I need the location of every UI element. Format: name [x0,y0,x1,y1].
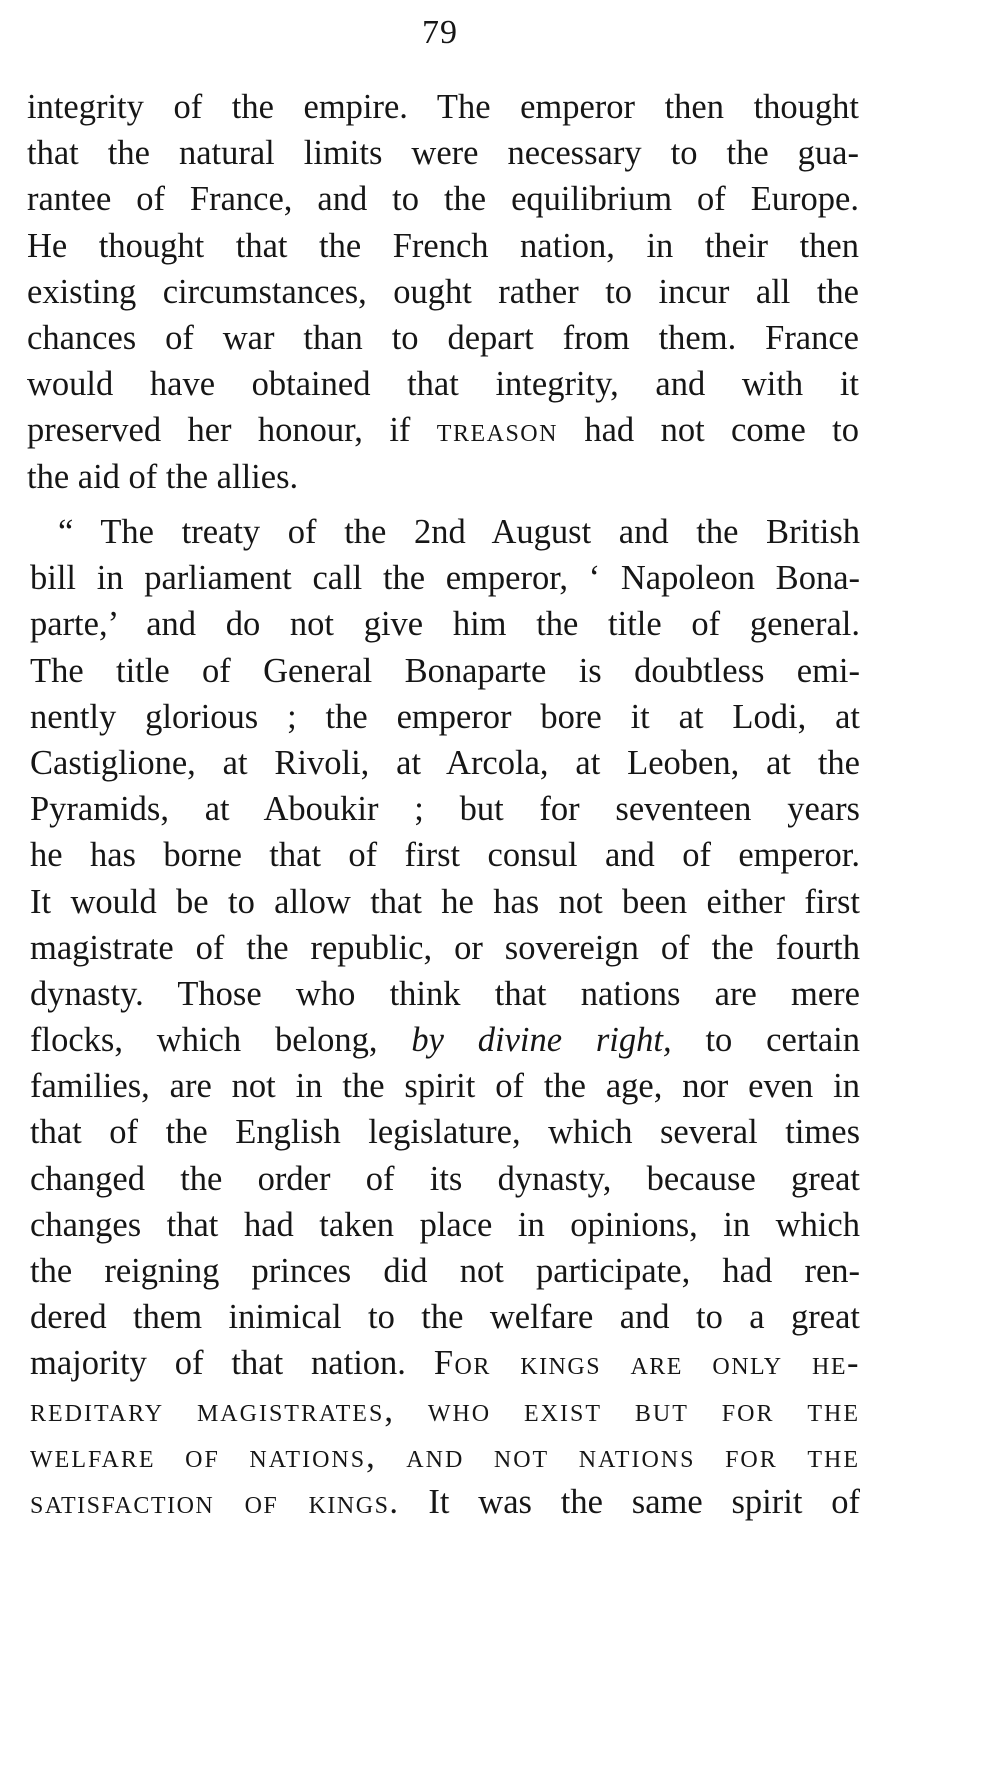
text-line: the reigning princes did not participate, had ren- [30,1252,860,1290]
text-line: integrity of the empire. The emperor then thought [27,88,859,126]
text-line: reditary magistrates, who exist but for the [30,1390,860,1429]
text-line: Castiglione, at Rivoli, at Arcola, at Leoben, at the [30,743,860,782]
text-line: changed the order of its dynasty, because great [30,1159,860,1198]
text-line: The title of General Bonaparte is doubtless emi- [30,651,860,690]
text-line: Pyramids, at Aboukir ; but for seventeen years [30,790,860,829]
text-line: he has borne that of first consul and of emperor. [30,836,860,875]
text-run: to certain [671,1021,860,1060]
text-line: the aid of the allies. [27,457,299,496]
text-line: bill in parliament call the emperor, ‘ Napoleon Bona- [30,559,860,598]
text-run: had not come to [557,411,859,450]
text-line: rantee of France, and to the equilibrium of Europe. [27,180,859,219]
text-line [30,1340,860,1386]
text-run: It was the same spirit of [399,1482,860,1521]
text-line: magistrate of the republic, or sovereign of the fourth [30,928,860,967]
text-line: dered them inimical to the welfare and to a great [30,1298,860,1337]
paragraph-2 [30,509,860,1525]
page-number: 79 [422,14,458,51]
text-line: would have obtained that integrity, and with it [27,365,859,404]
text-run: preserved her honour, if [27,411,437,450]
text-line: It would be to allow that he has not been either first [30,882,860,921]
text-line: that of the English legislature, which several times [30,1113,860,1152]
text-line [30,1017,860,1063]
text-line: welfare of nations, and not nations for the [30,1436,860,1475]
text-line: parte,’ and do not give him the title of general. [30,605,860,644]
paragraph-1 [27,84,859,500]
smallcaps-passage [30,1387,860,1479]
text-run: flocks, which belong, [30,1021,412,1060]
text-line: families, are not in the spirit of the age, nor even in [30,1067,860,1106]
text-line: changes that had taken place in opinions, in which [30,1205,860,1244]
treason-smallcaps: treason [436,411,558,450]
text-line: “ The treaty of the 2nd August and the British [58,513,860,551]
satisfaction-smallcaps: satisfaction of kings. [30,1482,400,1521]
text-line: that the natural limits were necessary to the gua- [27,134,859,173]
text-line: chances of war than to depart from them. France [27,318,859,357]
text-line: existing circumstances, ought rather to incur all the [27,272,859,311]
divine-right-italic: by divine right, [411,1021,672,1060]
text-line: nently glorious ; the emperor bore it at Lodi, at [30,697,860,736]
text-line: dynasty. Those who think that nations are mere [30,974,860,1013]
text-line [27,407,859,453]
kings-smallcaps: For kings are only he- [433,1344,860,1383]
text-line: He thought that the French nation, in their then [27,226,859,265]
text-run: majority of that nation. [30,1344,434,1383]
text-line [30,1479,860,1525]
